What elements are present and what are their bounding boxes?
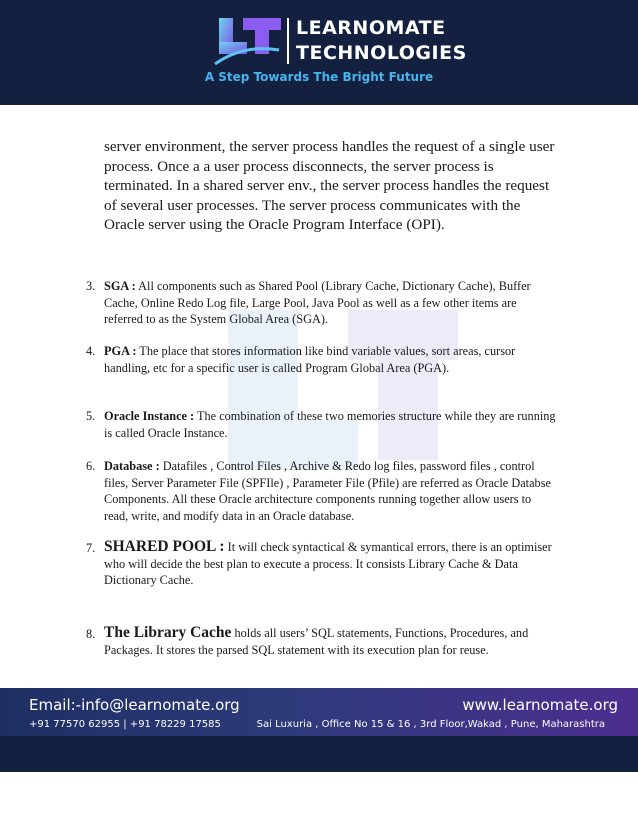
definition-database: Datafiles , Control Files , Archive & Redo log files, password files , control files, Server Parameter File (SPFIle) , Parameter File (Pfile) are referred as Oracle Databse Components. All these Oracle architecture components running together allow users to read, write, and modify data in an Oracle database. xyxy=(104,459,551,523)
brand-name-line2: TECHNOLOGIES xyxy=(296,42,467,64)
list-number: 8. xyxy=(86,627,96,641)
list-number: 3. xyxy=(86,279,96,293)
page-footer xyxy=(0,688,638,736)
page-header xyxy=(0,0,638,105)
footer-phone: +91 77570 62955 | +91 78229 17585 xyxy=(29,719,221,730)
term-oracle-instance: Oracle Instance : xyxy=(104,409,195,423)
intro-paragraph xyxy=(104,137,564,235)
watermark-logo-icon xyxy=(228,310,478,470)
list-item-pga xyxy=(86,343,556,376)
term-pga: PGA : xyxy=(104,344,137,358)
footer-website: www.learnomate.org xyxy=(462,696,618,714)
list-item-database xyxy=(86,458,556,524)
term-shared-pool: SHARED POOL : xyxy=(104,538,225,555)
list-item-oracle-instance xyxy=(86,408,556,441)
brand-name-line1: LEARNOMATE xyxy=(296,17,446,39)
term-library-cache: The Library Cache xyxy=(104,624,232,641)
definition-pga: The place that stores information like bind variable values, sort areas, cursor handling, etc for a specific user is called Program Global Area (PGA). xyxy=(104,344,516,375)
definition-oracle-instance: The combination of these two memories structure while they are running is called Oracle Instance. xyxy=(104,409,556,440)
footer-bottom-band xyxy=(0,736,638,772)
list-number: 7. xyxy=(86,541,96,555)
lt-logo-icon xyxy=(213,14,285,72)
list-number: 4. xyxy=(86,344,96,358)
term-sga: SGA : xyxy=(104,279,136,293)
intro-text: server environment, the server process handles the request of a single user process. Once a a user process disconnects, the server process is terminated. In a shared server env., the server process handles the request of several user processes. The server process communicates with the Oracle server using the Oracle Program Interface (OPI). xyxy=(104,138,555,233)
definition-sga: All components such as Shared Pool (Library Cache, Dictionary Cache), Buffer Cache, Online Redo Log file, Large Pool, Java Pool as well as a few other items are referred to as the System Global Area (SGA). xyxy=(104,279,531,326)
list-item-library-cache xyxy=(86,625,556,658)
footer-email: Email:-info@learnomate.org xyxy=(29,696,240,714)
definition-library-cache: holds all users’ SQL statements, Functions, Procedures, and Packages. It stores the parsed SQL statement with its execution plan for reuse. xyxy=(104,626,529,657)
brand-tagline: A Step Towards The Bright Future xyxy=(204,70,434,84)
list-number: 6. xyxy=(86,459,96,473)
brand-divider xyxy=(287,18,289,64)
term-database: Database : xyxy=(104,459,160,473)
list-item-sga xyxy=(86,278,556,328)
footer-address: Sai Luxuria , Office No 15 & 16 , 3rd Floor,Wakad , Pune, Maharashtra xyxy=(256,719,605,730)
list-number: 5. xyxy=(86,409,96,423)
definition-shared-pool: It will check syntactical & symantical errors, there is an optimiser who will decide the best plan to execute a process. It consists Library Cache & Data Dictionary Cache. xyxy=(104,540,552,587)
list-item-shared-pool xyxy=(86,539,556,589)
